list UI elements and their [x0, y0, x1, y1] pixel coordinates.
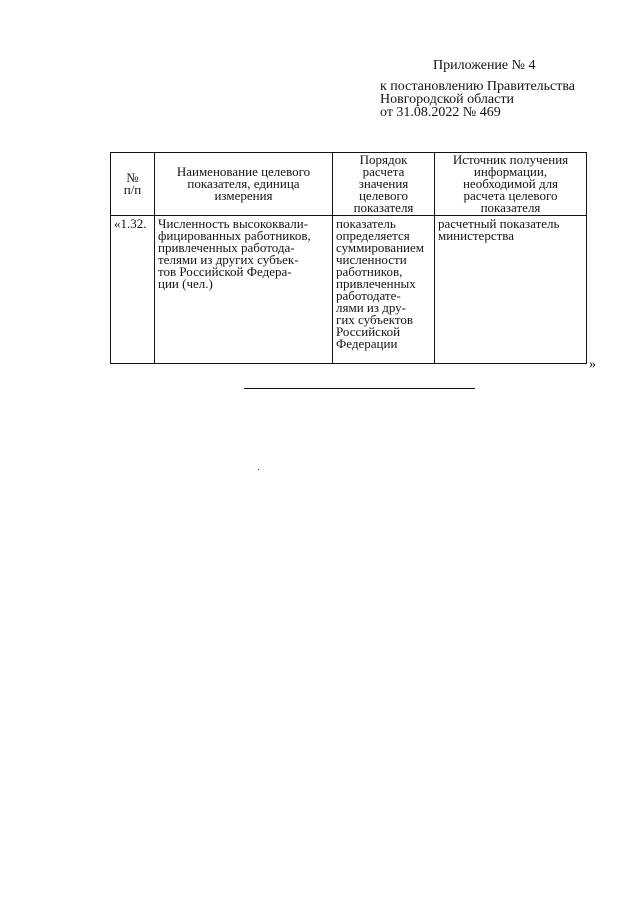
annex-title: Приложение № 4 — [433, 58, 536, 73]
separator-line — [244, 388, 475, 389]
cell-num: «1.32. — [111, 216, 155, 364]
header-num: № п/п — [111, 153, 155, 216]
header-name: Наименование целевого показателя, единица измерения — [155, 153, 333, 216]
header-source: Источник получения информации, необходимой для расчета целевого показателя — [435, 153, 587, 216]
indicator-table — [110, 152, 587, 364]
table-row — [111, 216, 587, 364]
reference-line: от 31.08.2022 № 469 — [380, 105, 501, 120]
reference-line: Новгородской области — [380, 92, 514, 107]
annex-reference — [380, 80, 575, 119]
cell-name: Численность высококвали- фицированных работников, привлеченных работода- телями из других субъек- тов Российской Федера- ции (чел.) — [155, 216, 333, 364]
table-header-row — [111, 153, 587, 216]
cell-method: показатель определяется суммированием численности работников, привлеченных работодате- лями из дру- гих субъектов Российской Федерации — [333, 216, 435, 364]
cell-source: расчетный показатель министерства — [435, 216, 587, 364]
reference-line: к постановлению Правительства — [380, 79, 576, 94]
closing-quote: » — [589, 357, 596, 372]
scan-dot — [258, 469, 259, 470]
header-method: Порядок расчета значения целевого показателя — [333, 153, 435, 216]
